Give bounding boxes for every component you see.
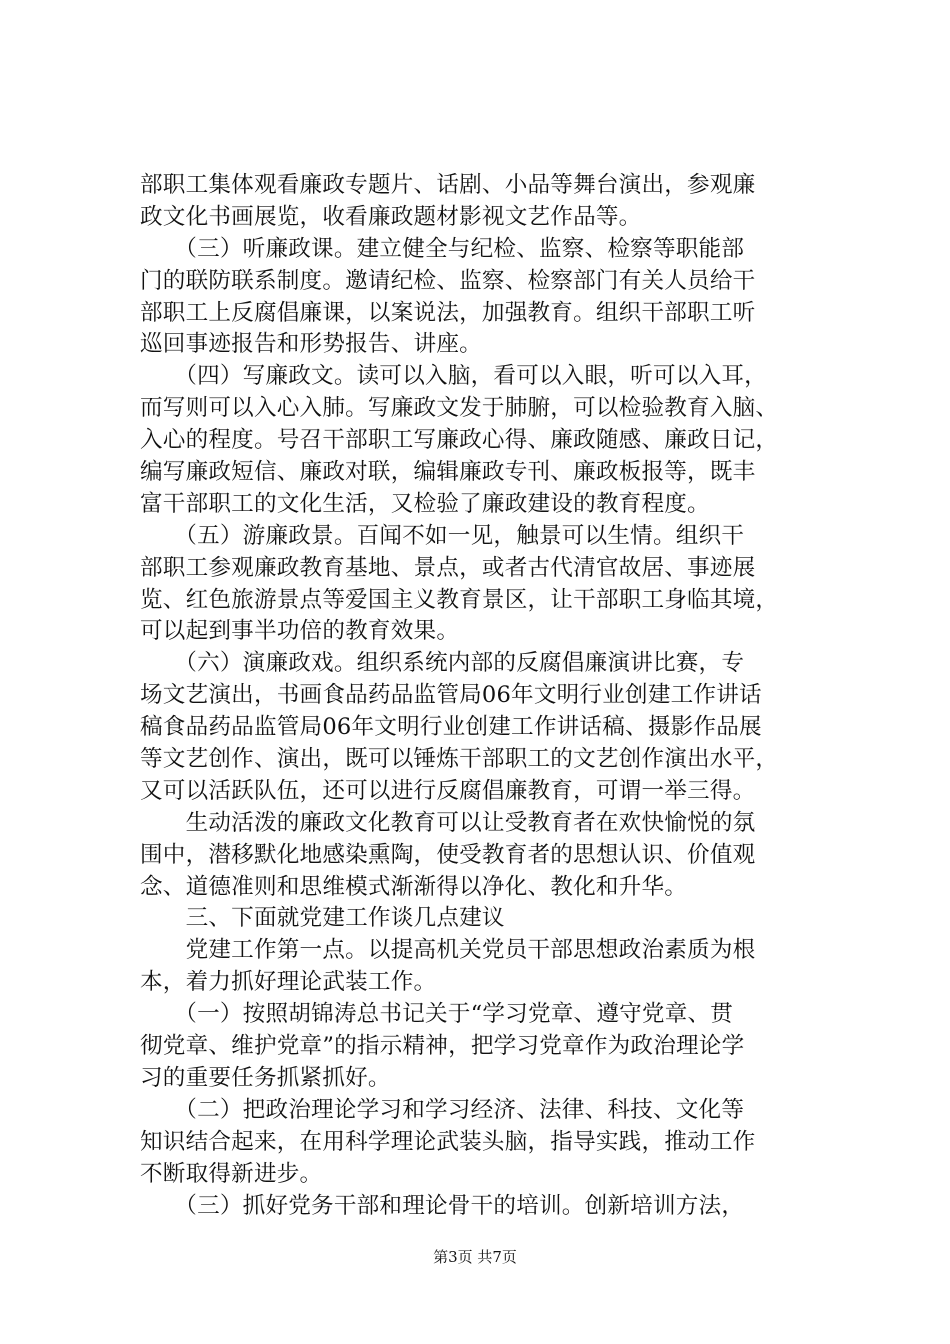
text-line: （二）把政治理论学习和学习经济、法律、科技、文化等 xyxy=(140,1096,745,1123)
text-line: 可以起到事半功倍的教育效果。 xyxy=(140,618,460,645)
text-line: 编写廉政短信、廉政对联，编辑廉政专刊、廉政板报等，既丰 xyxy=(140,459,756,486)
text-line: 又可以活跃队伍，还可以进行反腐倡廉教育，可谓一举三得。 xyxy=(140,777,756,804)
text-line: 部职工参观廉政教育基地、景点，或者古代清官故居、事迹展 xyxy=(140,554,756,581)
text-line: 览、红色旅游景点等爱国主义教育景区，让干部职工身临其境， xyxy=(140,586,779,613)
text-line: 念、道德准则和思维模式渐渐得以净化、教化和升华。 xyxy=(140,873,688,900)
text-line: 富干部职工的文化生活，又检验了廉政建设的教育程度。 xyxy=(140,490,710,517)
text-line: 本，着力抓好理论武装工作。 xyxy=(140,969,437,996)
text-line: 三、下面就党建工作谈几点建议 xyxy=(140,905,505,932)
text-line: 生动活泼的廉政文化教育可以让受教育者在欢快愉悦的氛 xyxy=(140,809,756,836)
text-line: 彻党章、维护党章”的指示精神，把学习党章作为政治理论学 xyxy=(140,1033,745,1060)
text-line: （三）抓好党务干部和理论骨干的培训。创新培训方法， xyxy=(140,1192,745,1219)
text-line: 部职工集体观看廉政专题片、话剧、小品等舞台演出，参观廉 xyxy=(140,172,756,198)
text-line: 围中，潜移默化地感染熏陶，使受教育者的思想认识、价值观 xyxy=(140,841,756,868)
text-line: （一）按照胡锦涛总书记关于“学习党章、遵守党章、贯 xyxy=(140,1001,734,1028)
page-footer: 第3页 共7页 xyxy=(433,1248,517,1266)
text-line: 不断取得新进步。 xyxy=(140,1160,323,1187)
text-line: 门的联防联系制度。邀请纪检、监察、检察部门有关人员给干 xyxy=(140,267,756,294)
text-line: 习的重要任务抓紧抓好。 xyxy=(140,1064,391,1091)
text-line: 党建工作第一点。以提高机关党员干部思想政治素质为根 xyxy=(140,937,756,964)
text-line: 等文艺创作、演出，既可以锤炼干部职工的文艺创作演出水平， xyxy=(140,746,779,773)
text-line: 场文艺演出，书画食品药品监管局06年文明行业创建工作讲话 xyxy=(140,682,762,709)
text-line: 入心的程度。号召干部职工写廉政心得、廉政随感、廉政日记， xyxy=(140,427,779,454)
text-line: （四）写廉政文。读可以入脑，看可以入眼，听可以入耳， xyxy=(140,363,767,390)
text-line: （五）游廉政景。百闻不如一见，触景可以生情。组织干 xyxy=(140,522,745,549)
text-line: 而写则可以入心入肺。写廉政文发于肺腑，可以检验教育入脑、 xyxy=(140,395,779,422)
body-text xyxy=(140,170,832,1222)
text-line: 巡回事迹报告和形势报告、讲座。 xyxy=(140,331,482,358)
text-line: 部职工上反腐倡廉课，以案说法，加强教育。组织干部职工听 xyxy=(140,299,756,326)
text-line: （六）演廉政戏。组织系统内部的反腐倡廉演讲比赛，专 xyxy=(140,650,745,677)
text-line: （三）听廉政课。建立健全与纪检、监察、检察等职能部 xyxy=(140,235,745,262)
text-line: 稿食品药品监管局06年文明行业创建工作讲话稿、摄影作品展 xyxy=(140,714,762,741)
text-line: 知识结合起来，在用科学理论武装头脑，指导实践，推动工作 xyxy=(140,1128,756,1155)
text-line: 政文化书画展览，收看廉政题材影视文艺作品等。 xyxy=(140,203,642,230)
